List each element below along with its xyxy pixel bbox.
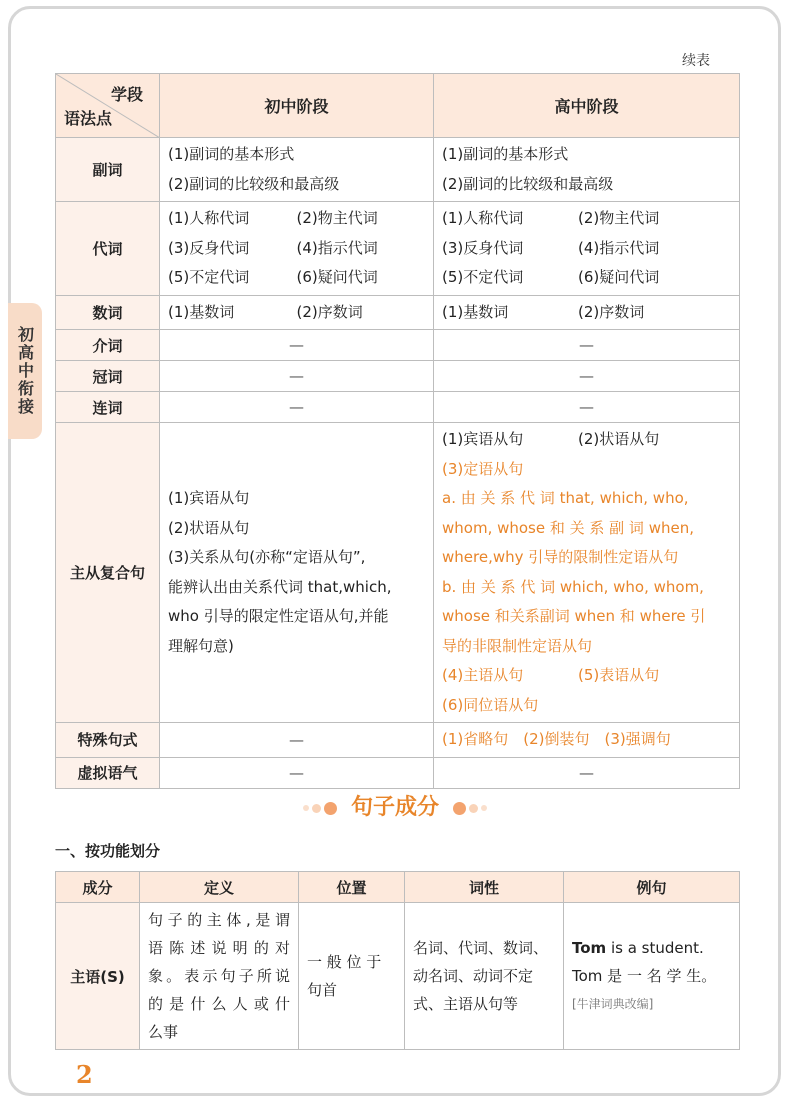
- col-header: 成分: [56, 872, 140, 903]
- right-dots-decoration: [453, 802, 487, 815]
- senior-cell: [434, 202, 740, 296]
- row-label: 连词: [56, 392, 160, 423]
- component-name: 主语(S): [56, 903, 140, 1050]
- item: (2)物主代词: [296, 209, 378, 227]
- text-line: [442, 234, 731, 264]
- item: (2)物主代词: [578, 209, 660, 227]
- side-tab-label: 初高中衔接: [15, 326, 35, 416]
- senior-cell: (1)省略句 (2)倒装句 (3)强调句: [434, 723, 740, 758]
- row-article: [56, 361, 740, 392]
- text-line: [442, 263, 731, 293]
- senior-cell: [434, 295, 740, 330]
- senior-cell: [434, 138, 740, 202]
- diagonal-header-cell: [56, 74, 160, 138]
- item: (5)不定代词: [168, 268, 250, 286]
- text-line: [442, 425, 731, 455]
- corner-top-label: 学段: [110, 85, 143, 104]
- item: (5)不定代词: [442, 268, 524, 286]
- item: (2)序数词: [578, 302, 645, 321]
- text-line: where,why 引导的限制性定语从句: [442, 548, 679, 566]
- text-line: (3)关系从句(亦称“定语从句”,: [168, 548, 366, 566]
- text-line: 式、主语从句等: [413, 995, 519, 1013]
- text-line: [168, 263, 425, 293]
- col-header: 定义: [140, 872, 299, 903]
- component-header-row: [56, 872, 740, 903]
- text-line: (6)同位语从句: [442, 695, 539, 714]
- pos-cell: [405, 903, 564, 1050]
- text-line: (1)副词的基本形式: [168, 145, 295, 163]
- text-line: 的是什么人或什: [148, 995, 290, 1013]
- senior-cell: —: [434, 361, 740, 392]
- item: (1)人称代词: [442, 209, 524, 227]
- junior-cell: [160, 202, 434, 296]
- text-line: [442, 298, 731, 328]
- senior-cell: —: [434, 392, 740, 423]
- section-title: 句子成分: [350, 795, 439, 820]
- row-subjunctive: [56, 757, 740, 788]
- item: (6)疑问代词: [296, 268, 378, 286]
- grammar-table: [55, 73, 740, 789]
- text-line: 动名词、动词不定: [413, 967, 534, 985]
- row-label: 冠词: [56, 361, 160, 392]
- text-line: [168, 298, 425, 328]
- component-table: [55, 871, 740, 1050]
- item: (1)基数词: [442, 302, 509, 321]
- example-en: [572, 934, 731, 962]
- text-line: a. 由 关 系 代 词 that, which, who,: [442, 489, 689, 507]
- text-line: [442, 661, 731, 691]
- text-line: 导的非限制性定语从句: [442, 636, 593, 655]
- corner-bottom-label: 语法点: [64, 109, 113, 128]
- row-numeral: [56, 295, 740, 330]
- item: (2)状语从句: [578, 430, 660, 448]
- text-line: (1)宾语从句: [168, 489, 250, 507]
- grammar-header-row: [56, 74, 740, 138]
- junior-cell: [160, 423, 434, 723]
- row-label: 主从复合句: [56, 423, 160, 723]
- item: (1)宾语从句: [442, 430, 524, 448]
- item: (6)疑问代词: [578, 268, 660, 286]
- text-line: [168, 204, 425, 234]
- row-label: 虚拟语气: [56, 757, 160, 788]
- row-label: 介词: [56, 330, 160, 361]
- text-line: [442, 204, 731, 234]
- text-line: 名词、代词、数词、: [413, 939, 549, 957]
- example-rest: is a student.: [606, 939, 704, 957]
- junior-cell: —: [160, 392, 434, 423]
- row-special-sentence: [56, 723, 740, 758]
- text-line: [168, 234, 425, 264]
- text-line: whom, whose 和 关 系 副 词 when,: [442, 518, 694, 537]
- row-adverb: [56, 138, 740, 202]
- row-label: 数词: [56, 295, 160, 330]
- text-line: 象。表示句子所说: [148, 967, 290, 985]
- text-line: (2)副词的比较级和最高级: [168, 174, 340, 193]
- text-line: 一 般 位 于: [307, 953, 382, 971]
- junior-cell: [160, 295, 434, 330]
- row-label: 副词: [56, 138, 160, 202]
- row-pronoun: [56, 202, 740, 296]
- text-line: 么事: [148, 1023, 179, 1041]
- col-header: 例句: [564, 872, 740, 903]
- side-tab: [8, 303, 42, 439]
- item: (4)指示代词: [578, 238, 660, 257]
- example-source: [牛津词典改编]: [572, 997, 654, 1011]
- col-header: 位置: [299, 872, 405, 903]
- junior-cell: —: [160, 361, 434, 392]
- text-line: who 引导的限定性定语从句,并能: [168, 607, 389, 625]
- subsection-heading: 一、按功能划分: [55, 842, 161, 860]
- junior-cell: —: [160, 757, 434, 788]
- col-header: 词性: [405, 872, 564, 903]
- item: (4)主语从句: [442, 666, 524, 684]
- text-line: b. 由 关 系 代 词 which, who, whom,: [442, 577, 704, 596]
- continued-label: 续表: [682, 53, 710, 69]
- row-complex-sentence: [56, 423, 740, 723]
- text-line: 理解句意): [168, 636, 234, 655]
- left-dots-decoration: [303, 802, 337, 815]
- row-label: 特殊句式: [56, 723, 160, 758]
- text-line: whose 和关系副词 when 和 where 引: [442, 607, 706, 625]
- example-cell: [564, 903, 740, 1050]
- text-line: (3)定语从句: [442, 459, 524, 478]
- junior-cell: [160, 138, 434, 202]
- definition-cell: [140, 903, 299, 1050]
- text-line: (2)副词的比较级和最高级: [442, 174, 614, 193]
- junior-cell: —: [160, 723, 434, 758]
- item: (1)基数词: [168, 302, 235, 321]
- example-subject: Tom: [572, 939, 607, 957]
- senior-cell: —: [434, 757, 740, 788]
- row-subject: [56, 903, 740, 1050]
- item: (4)指示代词: [296, 238, 378, 257]
- section-title-wrap: [0, 790, 790, 821]
- text-line: (1)副词的基本形式: [442, 145, 569, 163]
- senior-cell: —: [434, 330, 740, 361]
- position-cell: [299, 903, 405, 1050]
- senior-cell: [434, 423, 740, 723]
- row-label: 代词: [56, 202, 160, 296]
- junior-cell: —: [160, 330, 434, 361]
- item: (1)人称代词: [168, 209, 250, 227]
- junior-header: 初中阶段: [160, 74, 434, 138]
- text-line: 句子的主体,是谓: [148, 911, 290, 929]
- text-line: 句首: [307, 981, 338, 999]
- text-line: (2)状语从句: [168, 518, 250, 537]
- item: (5)表语从句: [578, 666, 660, 684]
- row-preposition: [56, 330, 740, 361]
- page-number: 2: [76, 1060, 93, 1089]
- text-line: 能辨认出由关系代词 that,which,: [168, 577, 392, 596]
- item: (3)反身代词: [442, 238, 524, 257]
- senior-header: 高中阶段: [434, 74, 740, 138]
- text-line: 语陈述说明的对: [148, 939, 290, 957]
- row-conjunction: [56, 392, 740, 423]
- example-cn: Tom 是 一 名 学 生。: [572, 967, 717, 985]
- item: (3)反身代词: [168, 238, 250, 257]
- item: (2)序数词: [296, 302, 363, 321]
